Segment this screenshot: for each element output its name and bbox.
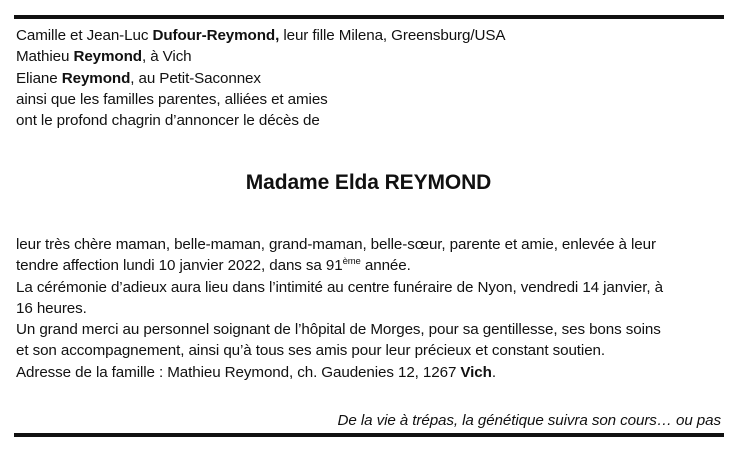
thanks-line: et son accompagnement, ainsi qu’à tous ses amis pour leur précieux et constant soutien. [16,342,606,360]
bottom-rule [14,433,724,437]
notice-body [16,234,728,383]
sender-text: leur fille Milena, Greensburg/USA [279,27,506,44]
address-text: . [491,363,496,381]
address-text: Adresse de la famille : Mathieu Reymond, ch. Gaudenies 12, 1267 [16,363,461,381]
top-rule [14,15,724,19]
families-line: ainsi que les familles parentes, alliées et amies [16,90,328,108]
ceremony-line: La cérémonie d’adieux aura lieu dans l’intimité au centre funéraire de Nyon, vendredi 14 janvier, à [16,278,663,296]
sender-line [16,46,728,67]
sender-line [16,25,728,46]
sender-surname: Reymond [61,69,131,87]
sender-surname: Dufour-Reymond, [152,27,280,44]
sender-text: Mathieu [16,48,74,66]
ceremony-time-line: 16 heures. [16,299,87,317]
deceased-name: Madame Elda REYMOND [245,171,492,194]
ordinal-suffix: ème [342,256,361,268]
sender-text: , au Petit-Saconnex [130,69,261,87]
sender-line [16,68,728,89]
body-text: tendre affection lundi 10 janvier 2022, dans sa 91 [16,257,343,275]
motto: De la vie à trépas, la génétique suivra son cours… ou pas [337,412,721,429]
sender-text: Eliane [16,69,62,87]
body-line [16,255,728,276]
announcement-line: ont le profond chagrin d’annoncer le décès de [16,112,320,130]
sender-surname: Reymond [73,48,142,66]
senders-block [16,25,728,131]
body-text: année. [360,257,411,275]
address-line [16,362,728,383]
thanks-line: Un grand merci au personnel soignant de l’hôpital de Morges, pour sa gentillesse, ses bons soins [16,321,661,339]
sender-text: Camille et Jean-Luc [16,27,153,44]
sender-text: , à Vich [141,48,192,66]
body-line: leur très chère maman, belle-maman, grand-maman, belle-sœur, parente et amie, enlevée à leur [16,236,656,253]
address-town: Vich [460,363,492,381]
